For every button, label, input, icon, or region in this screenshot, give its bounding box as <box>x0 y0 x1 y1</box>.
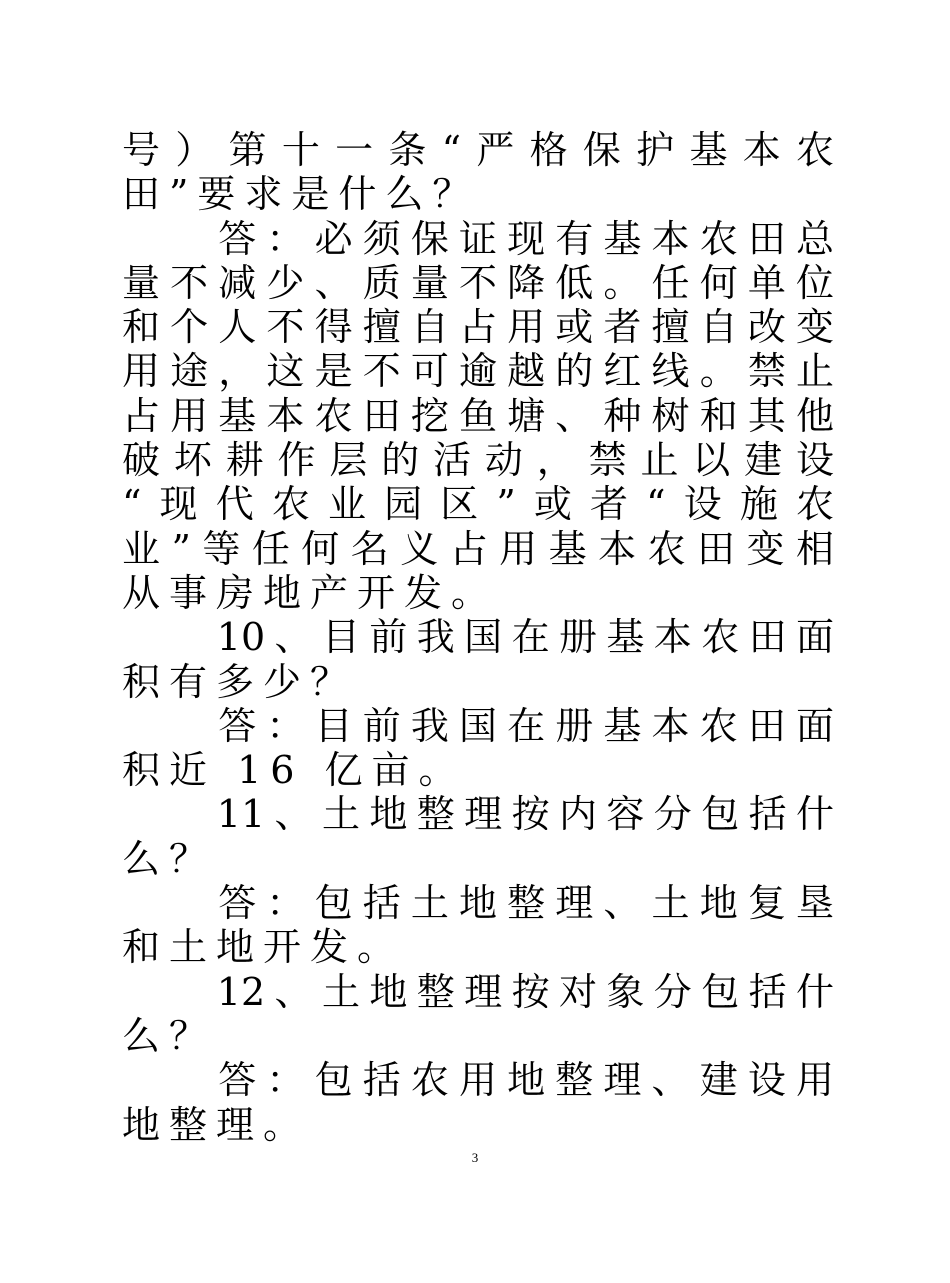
body-text <box>122 128 834 1147</box>
question-line: 12、土地整理按对象分包括什 <box>122 969 834 1014</box>
text-line: 用途，这是不可逾越的红线。禁止 <box>122 349 834 394</box>
text-line: 破坏耕作层的活动，禁止以建设 <box>122 438 834 483</box>
text-line: 业”等任何名义占用基本农田变相 <box>122 526 834 571</box>
question-line: 么？ <box>122 1013 217 1058</box>
answer-line: 和土地开发。 <box>122 925 405 970</box>
text-line: 从事房地产开发。 <box>122 570 499 615</box>
text-line: “现代农业园区”或者“设施农 <box>122 482 834 527</box>
text-line: 占用基本农田挖鱼塘、种树和其他 <box>122 393 834 438</box>
answer-line: 地整理。 <box>122 1102 311 1147</box>
answer-line: 答：包括农用地整理、建设用 <box>122 1058 834 1103</box>
text-line: 量不减少、质量不降低。任何单位 <box>122 260 834 305</box>
answer-line: 答：包括土地整理、土地复垦 <box>122 881 834 926</box>
text-line: 和个人不得擅自占用或者擅自改变 <box>122 305 834 350</box>
question-line: 10、目前我国在册基本农田面 <box>122 615 834 660</box>
text-line: 答：必须保证现有基本农田总 <box>122 216 834 261</box>
question-line: 么？ <box>122 836 217 881</box>
text-line: 号）第十一条“严格保护基本农 <box>122 128 834 172</box>
question-line: 11、土地整理按内容分包括什 <box>122 792 834 837</box>
text-line: 田”要求是什么？ <box>122 172 480 217</box>
answer-line: 积近 16 亿亩。 <box>122 748 466 793</box>
question-line: 积有多少？ <box>122 659 358 704</box>
page-number: 3 <box>471 1150 479 1165</box>
answer-line: 答：目前我国在册基本农田面 <box>122 703 834 748</box>
